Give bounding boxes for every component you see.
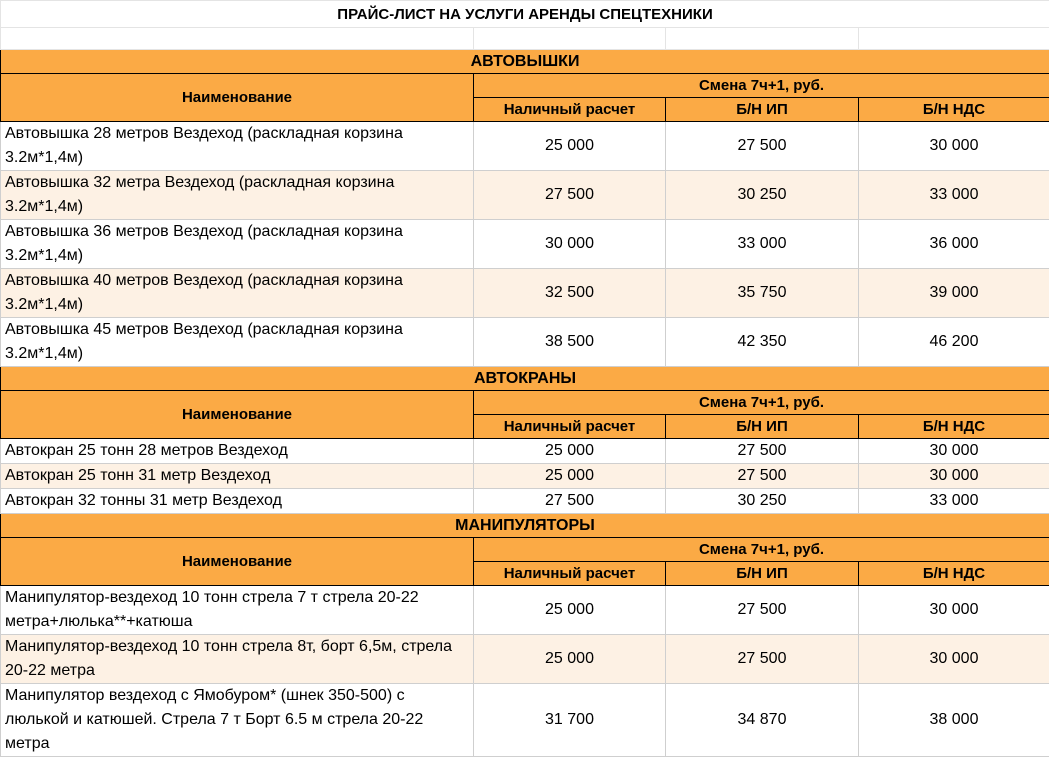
- empty-cell: [859, 28, 1049, 50]
- row-name: Манипулятор вездеход с Ямобуром* (шнек 350-500) с люлькой и катюшей. Стрела 7 т Борт 6.5 м стрела 20-22 метра: [1, 684, 474, 757]
- section-title-aerial-platforms: АВТОВЫШКИ: [1, 50, 1049, 74]
- price-bn-nds: 38 000: [859, 684, 1049, 757]
- table-row: [1, 586, 1049, 635]
- price-bn-nds: 30 000: [859, 464, 1049, 489]
- price-bn-ip: 27 500: [666, 439, 859, 464]
- column-header-name: Наименование: [1, 391, 474, 439]
- price-cash: 38 500: [474, 318, 666, 367]
- row-name: Автокран 25 тонн 31 метр Вездеход: [1, 464, 474, 489]
- section-title-manipulators: МАНИПУЛЯТОРЫ: [1, 514, 1049, 538]
- row-name: Автовышка 36 метров Вездеход (раскладная корзина 3.2м*1,4м): [1, 220, 474, 269]
- row-name: Манипулятор-вездеход 10 тонн стрела 8т, борт 6,5м, стрела 20-22 метра: [1, 635, 474, 684]
- price-cash: 30 000: [474, 220, 666, 269]
- section-title-truck-cranes: АВТОКРАНЫ: [1, 367, 1049, 391]
- price-cash: 32 500: [474, 269, 666, 318]
- price-bn-ip: 27 500: [666, 635, 859, 684]
- column-header-cash: Наличный расчет: [474, 415, 666, 439]
- empty-cell: [666, 28, 859, 50]
- price-cash: 25 000: [474, 439, 666, 464]
- page-title: ПРАЙС-ЛИСТ НА УСЛУГИ АРЕНДЫ СПЕЦТЕХНИКИ: [1, 1, 1049, 28]
- price-cash: 27 500: [474, 489, 666, 514]
- column-header-cash: Наличный расчет: [474, 562, 666, 586]
- price-bn-ip: 34 870: [666, 684, 859, 757]
- row-name: Автовышка 28 метров Вездеход (раскладная корзина 3.2м*1,4м): [1, 122, 474, 171]
- price-bn-nds: 30 000: [859, 439, 1049, 464]
- row-name: Автовышка 32 метра Вездеход (раскладная корзина 3.2м*1,4м): [1, 171, 474, 220]
- price-bn-nds: 36 000: [859, 220, 1049, 269]
- price-cash: 25 000: [474, 635, 666, 684]
- price-bn-ip: 42 350: [666, 318, 859, 367]
- table-row: [1, 122, 1049, 171]
- table-row: [1, 318, 1049, 367]
- column-header-shift: Смена 7ч+1, руб.: [474, 538, 1049, 562]
- price-bn-ip: 27 500: [666, 122, 859, 171]
- column-header-bn-nds: Б/Н НДС: [859, 98, 1049, 122]
- price-bn-nds: 30 000: [859, 586, 1049, 635]
- row-name: Автокран 32 тонны 31 метр Вездеход: [1, 489, 474, 514]
- table-row: [1, 635, 1049, 684]
- row-name: Автовышка 45 метров Вездеход (раскладная корзина 3.2м*1,4м): [1, 318, 474, 367]
- empty-cell: [1, 28, 474, 50]
- price-bn-ip: 27 500: [666, 464, 859, 489]
- price-bn-ip: 35 750: [666, 269, 859, 318]
- price-bn-nds: 30 000: [859, 122, 1049, 171]
- price-bn-nds: 46 200: [859, 318, 1049, 367]
- table-row: [1, 171, 1049, 220]
- table-row: [1, 684, 1049, 757]
- price-bn-ip: 27 500: [666, 586, 859, 635]
- column-header-shift: Смена 7ч+1, руб.: [474, 74, 1049, 98]
- price-cash: 31 700: [474, 684, 666, 757]
- price-cash: 27 500: [474, 171, 666, 220]
- price-bn-nds: 39 000: [859, 269, 1049, 318]
- column-header-name: Наименование: [1, 74, 474, 122]
- table-row: [1, 439, 1049, 464]
- column-header-bn-ip: Б/Н ИП: [666, 562, 859, 586]
- row-name: Автовышка 40 метров Вездеход (раскладная корзина 3.2м*1,4м): [1, 269, 474, 318]
- empty-cell: [474, 28, 666, 50]
- price-cash: 25 000: [474, 122, 666, 171]
- row-name: Манипулятор-вездеход 10 тонн стрела 7 т стрела 20-22 метра+люлька**+катюша: [1, 586, 474, 635]
- price-cash: 25 000: [474, 464, 666, 489]
- column-header-bn-ip: Б/Н ИП: [666, 415, 859, 439]
- column-header-cash: Наличный расчет: [474, 98, 666, 122]
- column-header-name: Наименование: [1, 538, 474, 586]
- column-header-shift: Смена 7ч+1, руб.: [474, 391, 1049, 415]
- price-bn-nds: 33 000: [859, 171, 1049, 220]
- column-header-bn-nds: Б/Н НДС: [859, 562, 1049, 586]
- table-row: [1, 220, 1049, 269]
- price-bn-ip: 33 000: [666, 220, 859, 269]
- row-name: Автокран 25 тонн 28 метров Вездеход: [1, 439, 474, 464]
- column-header-bn-ip: Б/Н ИП: [666, 98, 859, 122]
- table-row: [1, 269, 1049, 318]
- table-row: [1, 464, 1049, 489]
- price-bn-nds: 30 000: [859, 635, 1049, 684]
- column-header-bn-nds: Б/Н НДС: [859, 415, 1049, 439]
- price-bn-ip: 30 250: [666, 171, 859, 220]
- table-row: [1, 489, 1049, 514]
- price-bn-nds: 33 000: [859, 489, 1049, 514]
- price-bn-ip: 30 250: [666, 489, 859, 514]
- price-cash: 25 000: [474, 586, 666, 635]
